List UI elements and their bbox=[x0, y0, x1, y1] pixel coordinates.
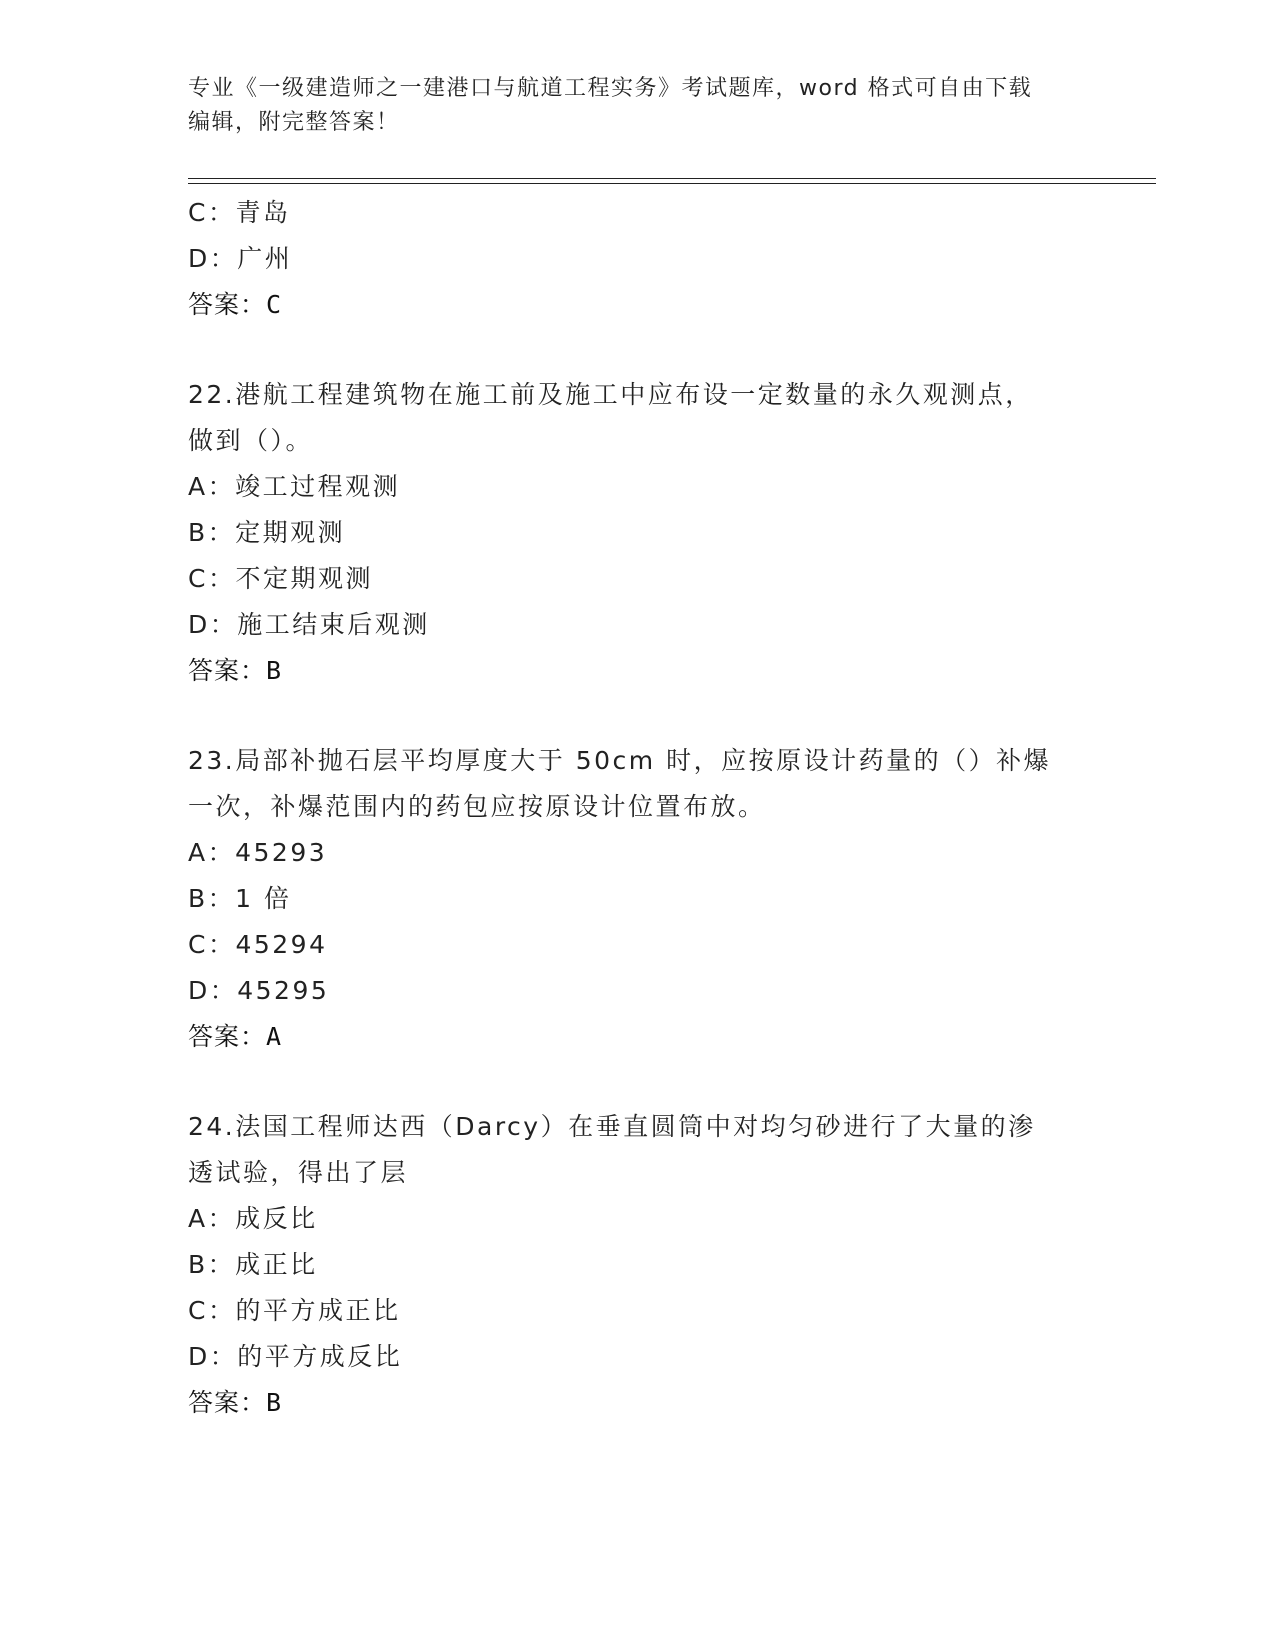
header-line-1: 专业《一级建造师之一建港口与航道工程实务》考试题库，word 格式可自由下载 bbox=[188, 76, 1033, 101]
header-divider-top bbox=[188, 178, 1156, 179]
option-b: B：1 倍 bbox=[188, 884, 292, 913]
question-stem-cont: 一次，补爆范围内的药包应按原设计位置布放。 bbox=[188, 792, 766, 821]
page-header bbox=[188, 72, 1068, 140]
option-b: B：成正比 bbox=[188, 1250, 318, 1279]
option-d: D：广州 bbox=[188, 244, 293, 273]
answer: 答案：A bbox=[188, 1022, 283, 1051]
option-c: C：45294 bbox=[188, 930, 328, 959]
question-stem-cont: 透试验，得出了层 bbox=[188, 1158, 409, 1187]
question-21-tail bbox=[188, 190, 1088, 328]
option-d: D：45295 bbox=[188, 976, 330, 1005]
option-c: C：不定期观测 bbox=[188, 564, 373, 593]
spacer bbox=[188, 1060, 1088, 1104]
question-stem-cont: 做到（）。 bbox=[188, 426, 314, 455]
header-line-2: 编辑，附完整答案！ bbox=[188, 110, 400, 135]
spacer bbox=[188, 694, 1088, 738]
spacer bbox=[188, 328, 1088, 372]
header-divider-bottom bbox=[188, 183, 1156, 184]
option-a: A：45293 bbox=[188, 838, 328, 867]
question-stem: 24.法国工程师达西（Darcy）在垂直圆筒中对均匀砂进行了大量的渗 bbox=[188, 1112, 1036, 1141]
answer: 答案：C bbox=[188, 290, 283, 319]
option-c: C：的平方成正比 bbox=[188, 1296, 401, 1325]
option-c: C：青岛 bbox=[188, 198, 291, 227]
answer: 答案：B bbox=[188, 656, 283, 685]
question-stem: 23.局部补抛石层平均厚度大于 50cm 时，应按原设计药量的（）补爆 bbox=[188, 746, 1052, 775]
question-24 bbox=[188, 1104, 1088, 1426]
option-d: D：施工结束后观测 bbox=[188, 610, 430, 639]
answer: 答案：B bbox=[188, 1388, 283, 1417]
option-a: A：竣工过程观测 bbox=[188, 472, 401, 501]
option-d: D：的平方成反比 bbox=[188, 1342, 403, 1371]
option-a: A：成反比 bbox=[188, 1204, 318, 1233]
option-b: B：定期观测 bbox=[188, 518, 346, 547]
question-22 bbox=[188, 372, 1088, 694]
question-stem: 22.港航工程建筑物在施工前及施工中应布设一定数量的永久观测点， bbox=[188, 380, 1033, 409]
question-23 bbox=[188, 738, 1088, 1060]
question-list bbox=[188, 190, 1088, 1426]
